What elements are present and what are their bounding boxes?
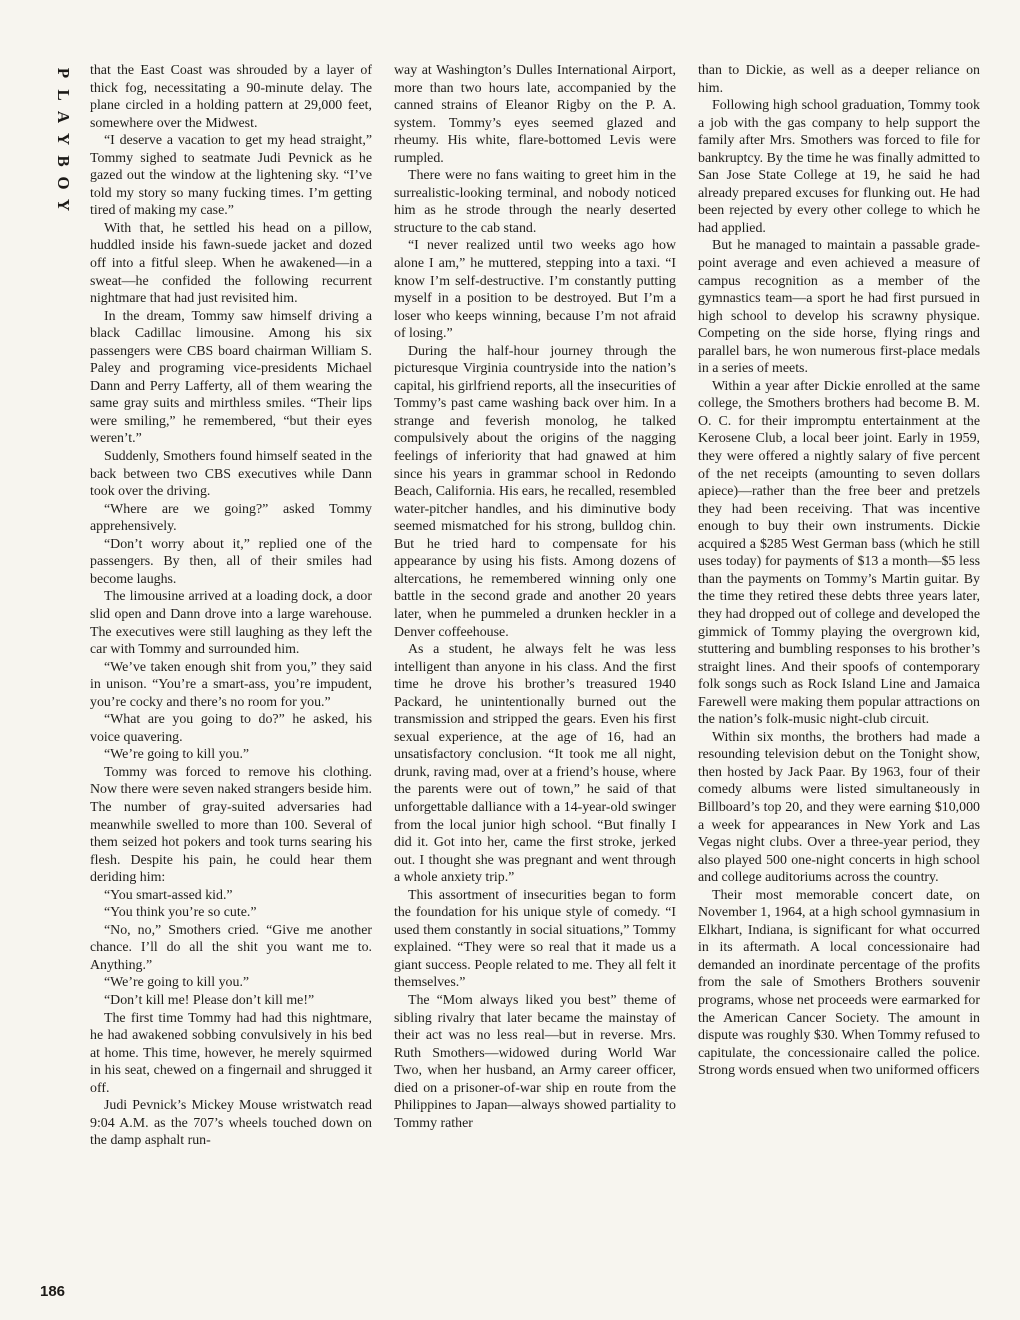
paragraph: “I never realized until two weeks ago how alone I am,” he muttered, stepping into a taxi. “I know I’m self-destructive. I’m constantly putting myself in a position to be destroyed. But I’m a loser who keeps winning, because I’m not afraid of losing.” [394,238,676,342]
masthead-letter: A [54,110,73,124]
masthead-letter: Y [54,198,73,212]
masthead-letter: B [54,155,73,167]
paragraph: that the East Coast was shrouded by a layer of thick fog, necessitating a 90-minute delay. The plane circled in a holding pattern at 29,000 feet, somewhere over the Midwest. [90,63,372,131]
paragraph: As a student, he always felt he was less intelligent than anyone in his class. And the first time he drove his brother’s treasured 1940 Packard, he unintentionally burned out the transmission and stripped the gears. Even his first sexual experience, at the age of 16, had an unsatisfactory conclusion. “It took me all night, drunk, raving mad, over at a friend’s house, where the parents were out of town,” he said of that unforgettable dalliance with a 14-year-old swinger from the local junior high school. “But finally I did it. Got into her, came the first stroke, jerked out. I thought she was pregnant and went through a whole anxiety trip.” [394,642,676,886]
paragraph: “We’ve taken enough shit from you,” they said in unison. “You’re a smart-ass, you’re impudent, you’re cocky and there’s no room for you.” [90,659,372,710]
text-column-2 [394,62,676,1302]
paragraph: “We’re going to kill you.” [104,747,250,763]
paragraph: “Where are we going?” asked Tommy apprehensively. [90,501,372,535]
paragraph: In the dream, Tommy saw himself driving a black Cadillac limousine. Among his six passengers were CBS board chairman William S. Paley and programing vice-presidents Michael Dann and Perry Lafferty, all of them wearing the same gray suits and mirthless smiles. “Their lips were smiling,” he remembered, “but their eyes weren’t.” [90,308,372,447]
paragraph: The limousine arrived at a loading dock, a door slid open and Dann drove into a large warehouse. The executives were still laughing as they left the car with Tommy and surrounded him. [90,589,372,658]
article-body [90,62,980,1302]
paragraph: “I deserve a vacation to get my head straight,” Tommy sighed to seatmate Judi Pevnick as he gazed out the window at the lightening sky. “I’ve told my story so many fucking times. I’m getting tired of making my case.” [90,133,372,219]
masthead-letter: P [54,67,73,79]
text-column-3 [698,62,980,1302]
text-column-1 [90,62,372,1302]
paragraph: “You think you’re so cute.” [104,905,257,921]
paragraph: Within six months, the brothers had made a resounding television debut on the Tonight show, then hosted by Jack Paar. By 1963, four of their comedy albums were listed simultaneously in Billboard’s top 20, and they were earning $10,000 a week for appearances in New York and Las Vegas night clubs. Over a three-year period, they also played 500 one-night concerts in high school and college auditoriums across the country. [698,729,980,886]
masthead-letter: O [54,176,73,190]
paragraph: Tommy was forced to remove his clothing. Now there were seven naked strangers beside him. The number of gray-suited adversaries had meanwhile swelled to more than 100. Several of them seized hot pokers and took turns searing his flesh. Despite his pain, he could hear them deriding him: [90,764,372,886]
masthead-letter: L [54,89,73,101]
paragraph: But he managed to maintain a passable grade-point average and even achieved a measure of campus recognition as a member of the gymnastics team—a sport he had first pursued in high school to develop his scrawny physique. Competing on the side horse, flying rings and parallel bars, he won numerous first-place medals in a series of meets. [698,238,980,377]
paragraph: “Don’t kill me! Please don’t kill me!” [104,992,315,1008]
paragraph: “Don’t worry about it,” replied one of the passengers. By then, all of their smiles had become laughs. [90,536,372,587]
magazine-masthead [48,62,78,216]
paragraph: Within a year after Dickie enrolled at the same college, the Smothers brothers had become B. M. O. C. for their impromptu entertainment at the Kerosene Club, a local beer joint. Early in 1959, they were offered a nightly salary of five percent of the net receipts (amounting to seven dollars apiece)—rather than the free beer and pretzels they had been receiving. That was incentive enough to buy their own instruments. Dickie acquired a $285 West German bass (which he still uses today) for payments of $13 a month—$5 less than the payments on Tommy’s Martin guitar. By the time they retired these debts three years later, they had dropped out of college and developed the gimmick of Tommy playing the overgrown kid, stuttering and bumbling responses to his brother’s straight lines. And their spoofs of contemporary folk songs such as Rock Island Line and Jamaica Farewell were making them popular attractions on the nation’s folk-music night-club circuit. [698,378,980,728]
paragraph: There were no fans waiting to greet him in the surrealistic-looking terminal, and nobody noticed him as he strode through the nearly deserted structure to the cab stand. [394,168,676,236]
paragraph: During the half-hour journey through the picturesque Virginia countryside into the nation’s capital, his girlfriend reports, all the insecurities of Tommy’s past came washing back over him. In a strange and feverish monolog, he talked compulsively about the origins of the nagging feelings of inferiority that had gnawed at him since his years in grammar school in Redondo Beach, California. His ears, he recalled, resembled water-pitcher handles, and his diminutive body seemed mismatched for his strong, bulldog chin. But he tried hard to compensate for his appearance by using his fists. Among dozens of altercations, he remembered winning only one battle in the second grade and another 20 years later, when he pummeled a drunken heckler in a Denver coffeehouse. [394,343,676,640]
masthead-letter: Y [54,132,73,146]
page-number: 186 [40,1283,66,1300]
paragraph: way at Washington’s Dulles International Airport, more than two hours late, accompanied by the canned strains of Eleanor Rigby on the P. A. system. Tommy’s eyes seemed glazed and rheumy. His white, flare-bottomed Levis were rumpled. [394,63,676,166]
paragraph: Suddenly, Smothers found himself seated in the back between two CBS executives while Dann took over the driving. [90,449,372,500]
paragraph: Following high school graduation, Tommy took a job with the gas company to help support the family after Mrs. Smothers was forced to file for bankruptcy. By the time he was finally admitted to San Jose State College at 19, he said he had already prepared excuses for flunking out. He had been rejected by every other college to which he had applied. [698,98,980,236]
paragraph: “No, no,” Smothers cried. “Give me another chance. I’ll do all the shit you want me to. Anything.” [90,922,372,973]
paragraph: Judi Pevnick’s Mickey Mouse wristwatch read 9:04 A.M. as the 707’s wheels touched down on the damp asphalt run- [90,1098,372,1149]
paragraph: The “Mom always liked you best” theme of sibling rivalry that later became the mainstay of their act was no less real—but in reverse. Mrs. Ruth Smothers—widowed during World War Two, when her husband, an Army career officer, died on a prisoner-of-war ship en route from the Philippines to Japan—always showed partiality to Tommy rather [394,992,676,1131]
paragraph: This assortment of insecurities began to form the foundation for his unique style of comedy. “I used them constantly in social situations,” Tommy explained. “They were so real that it made us a giant success. People related to me. They all felt it themselves.” [394,887,676,991]
paragraph: With that, he settled his head on a pillow, huddled inside his fawn-suede jacket and dozed off into a fitful sleep. When he awakened—in a sweat—he confided the following recurrent nightmare that had just revisited him. [90,220,372,307]
paragraph: The first time Tommy had had this nightmare, he had awakened sobbing convulsively in his bed at home. This time, however, he merely squirmed in his seat, chewed on a fingernail and shrugged it off. [90,1010,372,1096]
paragraph: “We’re going to kill you.” [104,975,250,991]
paragraph: “What are you going to do?” he asked, his voice quavering. [90,712,372,745]
paragraph: Their most memorable concert date, on November 1, 1964, at a high school gymnasium in Elkhart, Indiana, is significant for what occurred in its aftermath. A local concessionaire had demanded an inordinate percentage of the profits from the sale of Smothers Brothers souvenir programs, whose net proceeds were earmarked for the American Cancer Society. The amount in dispute was roughly $30. When Tommy refused to capitulate, the concessionaire called the police. Strong words ensued when two uniformed officers [698,887,980,1079]
paragraph: “You smart-assed kid.” [104,887,233,903]
paragraph: than to Dickie, as well as a deeper reliance on him. [698,63,980,96]
